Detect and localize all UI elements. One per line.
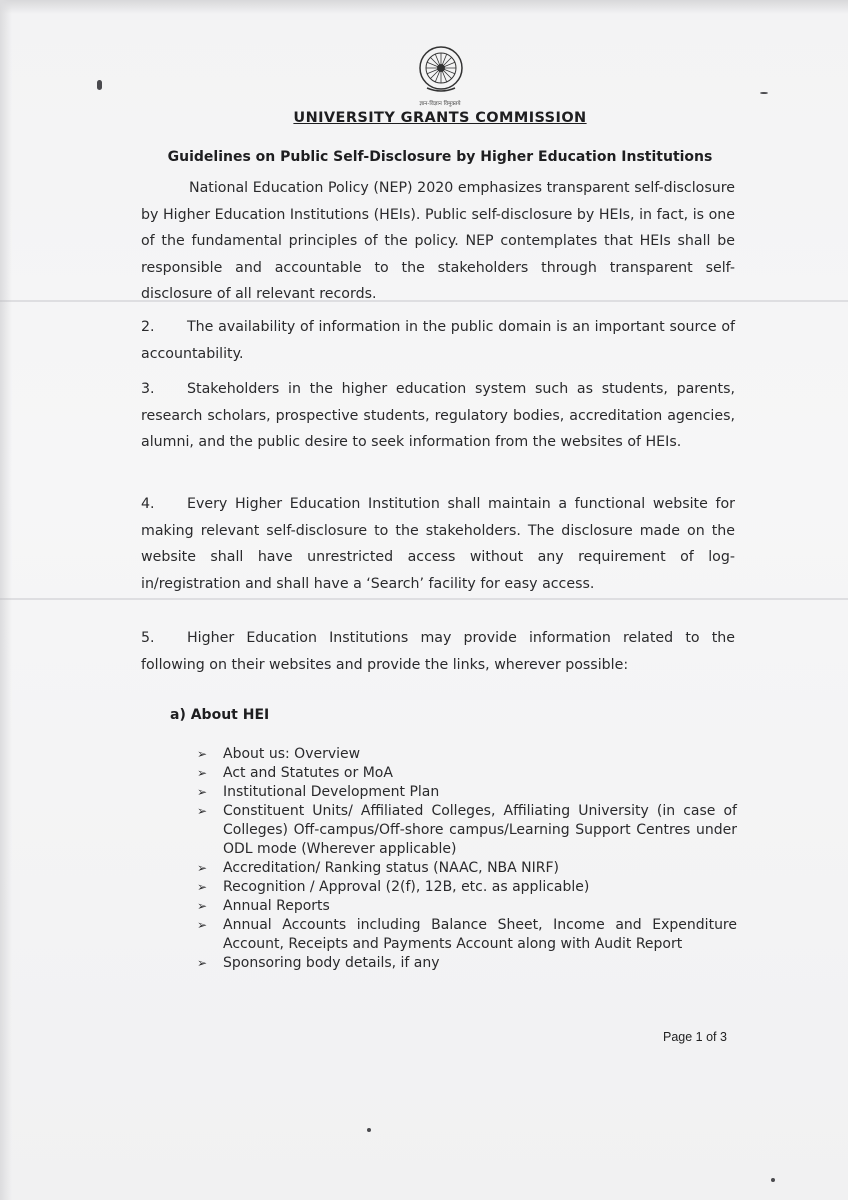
paragraph-number: 5. (141, 630, 155, 646)
list-item (197, 802, 737, 859)
paragraph-text: Every Higher Education Institution shall maintain a functional website for making relevant self-disclosure to the stakeholders. The disclosure made on the website shall have unrestricted access without any requirement of log-in/registration and shall have a ‘Search’ facility for easy access. (141, 496, 735, 592)
section-heading: a) About HEI (170, 707, 270, 723)
arrow-bullet-icon: ➢ (197, 880, 208, 894)
list-item-text: Annual Accounts including Balance Sheet, Income and Expenditure Account, Receipts and Payments Account along with Audit Report (223, 917, 737, 952)
arrow-bullet-icon: ➢ (197, 804, 208, 818)
paper-fold (0, 598, 848, 600)
list-item (197, 745, 737, 764)
paragraph-text: Stakeholders in the higher education system such as students, parents, research scholars, prospective students, regulatory bodies, accreditation agencies, alumni, and the public desire to seek information from the websites of HEIs. (141, 381, 735, 450)
list-item (197, 878, 737, 897)
organization-title: UNIVERSITY GRANTS COMMISSION (293, 110, 587, 126)
list-item (197, 783, 737, 802)
paragraph-number: 3. (141, 381, 155, 397)
page-number: Page 1 of 3 (663, 1030, 727, 1044)
arrow-bullet-icon: ➢ (197, 861, 208, 875)
paragraph-4 (141, 491, 735, 597)
intro-paragraph: National Education Policy (NEP) 2020 emphasizes transparent self-disclosure by Higher Education Institutions (HEIs). Public self-disclosure by HEIs, in fact, is one of the fundamental principles of the policy. NEP contemplates that HEIs shall be responsible and accountable to the stakeholders through transparent self-disclosure of all relevant records. (141, 180, 735, 302)
list-item (197, 954, 737, 973)
scan-speck (760, 92, 768, 94)
arrow-bullet-icon: ➢ (197, 747, 208, 761)
scan-speck (367, 1128, 371, 1132)
ugc-emblem-icon (415, 44, 467, 96)
list-item-text: About us: Overview (223, 746, 361, 762)
arrow-bullet-icon: ➢ (197, 899, 208, 913)
scan-speck (97, 80, 102, 90)
list-item (197, 897, 737, 916)
scan-edge-top (0, 0, 848, 14)
document-title: Guidelines on Public Self-Disclosure by Higher Education Institutions (167, 149, 713, 165)
about-hei-list (197, 745, 737, 973)
list-item-text: Annual Reports (223, 898, 330, 914)
paragraph-text: The availability of information in the public domain is an important source of accountability. (141, 319, 735, 362)
list-item-text: Constituent Units/ Affiliated Colleges, Affiliating University (in case of Colleges) Off-campus/Off-shore campus/Learning Support Centres under ODL mode (Wherever applicable) (223, 803, 737, 857)
paragraph-number: 4. (141, 496, 155, 512)
list-item-text: Act and Statutes or MoA (223, 765, 393, 781)
arrow-bullet-icon: ➢ (197, 956, 208, 970)
list-item-text: Accreditation/ Ranking status (NAAC, NBA NIRF) (223, 860, 560, 876)
emblem-motto: ज्ञान-विज्ञान विमुक्तये (419, 101, 461, 107)
paragraph-3 (141, 376, 735, 456)
list-item (197, 859, 737, 878)
paragraph-text: Higher Education Institutions may provide information related to the following on their websites and provide the links, wherever possible: (141, 630, 735, 673)
paragraph-number: 2. (141, 319, 155, 335)
list-item-text: Sponsoring body details, if any (223, 955, 440, 971)
list-item (197, 916, 737, 954)
arrow-bullet-icon: ➢ (197, 918, 208, 932)
scan-edge-left (0, 0, 12, 1200)
paragraph-5 (141, 625, 735, 678)
list-item (197, 764, 737, 783)
paragraph-2 (141, 314, 735, 367)
arrow-bullet-icon: ➢ (197, 766, 208, 780)
list-item-text: Recognition / Approval (2(f), 12B, etc. as applicable) (223, 879, 590, 895)
list-item-text: Institutional Development Plan (223, 784, 440, 800)
scan-speck (771, 1178, 775, 1182)
arrow-bullet-icon: ➢ (197, 785, 208, 799)
